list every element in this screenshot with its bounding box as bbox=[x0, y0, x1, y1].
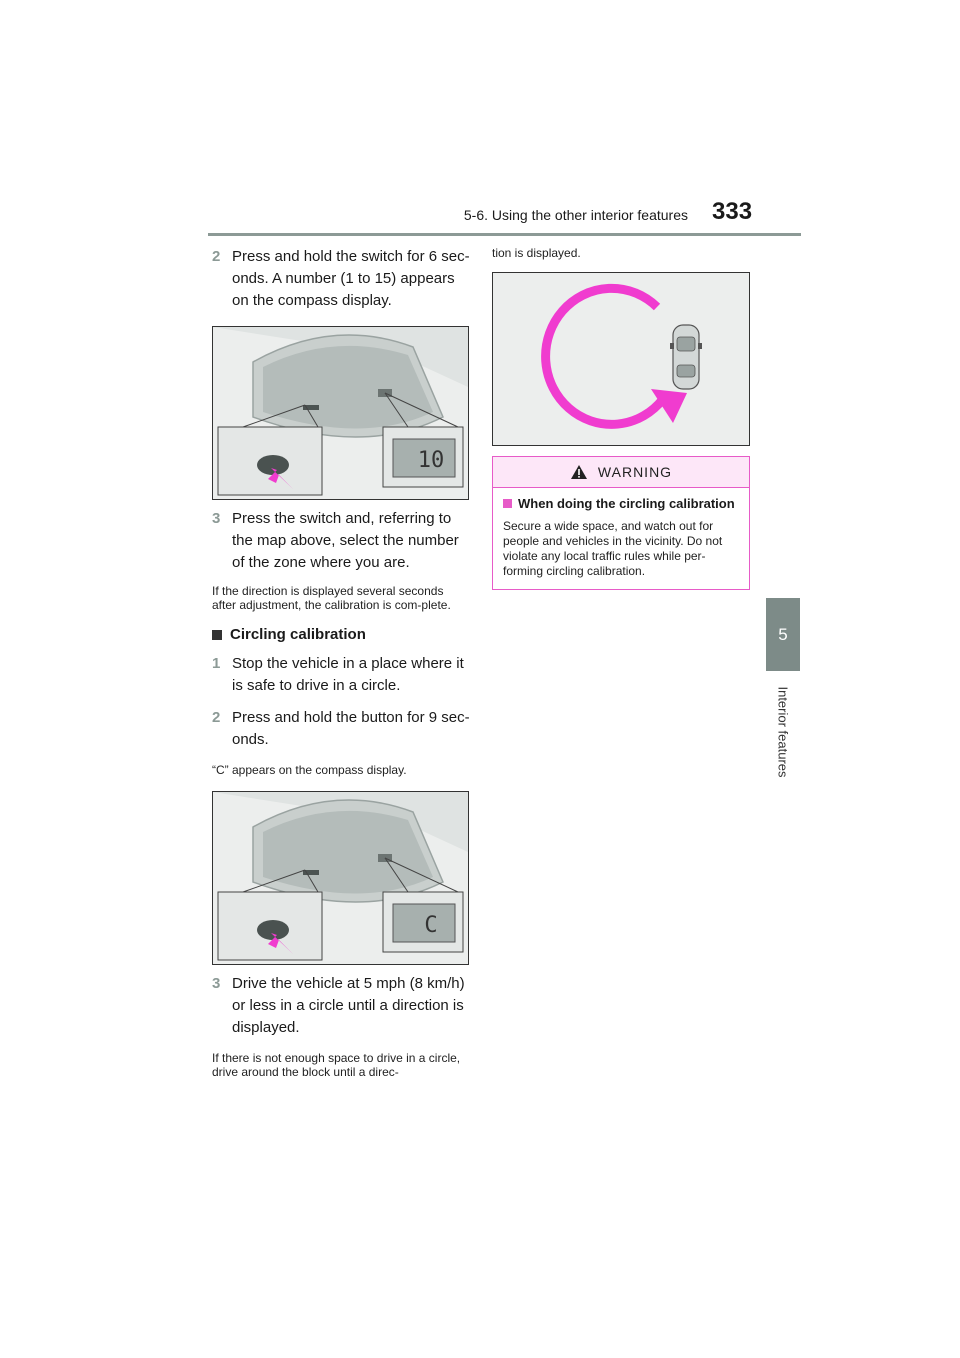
compass-display-letter: C bbox=[424, 913, 438, 938]
calibration-complete-note: If the direction is displayed several seconds after adjustment, the calibration is com-plete. bbox=[212, 584, 451, 612]
warning-body bbox=[493, 488, 749, 589]
step-2-hold-button bbox=[212, 707, 470, 751]
step-number: 2 bbox=[212, 248, 221, 265]
c-appears-note: “C” appears on the compass display. bbox=[212, 763, 407, 777]
mirror-illustration bbox=[213, 792, 468, 964]
heading-text: Circling calibration bbox=[230, 626, 366, 643]
step-2-hold-switch bbox=[212, 246, 470, 312]
step-text: Drive the vehicle at 5 mph (8 km/h) or less in a circle until a direction is displayed. bbox=[232, 975, 465, 1036]
step-text: Stop the vehicle in a place where it is safe to drive in a circle. bbox=[232, 655, 464, 694]
heading-bullet-icon bbox=[212, 630, 222, 640]
direction-displayed-note: tion is displayed. bbox=[492, 246, 581, 260]
not-enough-space-note: If there is not enough space to drive in a circle, drive around the block until a direc- bbox=[212, 1051, 461, 1079]
warning-triangle-icon bbox=[570, 464, 588, 480]
chapter-tab: 5 bbox=[766, 598, 800, 671]
step-text: Press and hold the button for 9 sec-onds. bbox=[232, 709, 470, 748]
warning-label: WARNING bbox=[597, 464, 673, 480]
warning-title bbox=[503, 496, 739, 511]
step-3-select-zone bbox=[212, 508, 470, 574]
step-1-stop-vehicle bbox=[212, 653, 470, 697]
warning-header bbox=[493, 457, 749, 488]
step-number: 2 bbox=[212, 709, 221, 726]
step-number: 3 bbox=[212, 510, 221, 527]
left-column bbox=[212, 236, 470, 1079]
page-number: 333 bbox=[712, 198, 753, 225]
right-column bbox=[492, 236, 754, 590]
warning-text: Secure a wide space, and watch out for people and vehicles in the vicinity. Do not violate any local traffic rules while per-forming circling calibration. bbox=[503, 519, 723, 578]
mirror-figure-number bbox=[212, 326, 469, 500]
mirror-figure-c bbox=[212, 791, 469, 965]
chapter-label: Interior features bbox=[775, 686, 791, 778]
circling-illustration bbox=[493, 273, 749, 445]
car-top-view-icon bbox=[670, 325, 702, 389]
step-number: 3 bbox=[212, 975, 221, 992]
warning-title-text: When doing the circling calibration bbox=[518, 496, 735, 511]
step-text: Press the switch and, referring to the map above, select the number of the zone where you are. bbox=[232, 510, 459, 571]
warning-bullet-icon bbox=[503, 499, 512, 508]
header-section-title: 5-6. Using the other interior features bbox=[463, 207, 688, 223]
step-text: Press and hold the switch for 6 sec-onds. A number (1 to 15) appears on the compass display. bbox=[232, 248, 470, 309]
step-3-drive-circle bbox=[212, 973, 470, 1039]
circling-figure bbox=[492, 272, 750, 446]
mirror-illustration bbox=[213, 327, 468, 499]
warning-box bbox=[492, 456, 750, 590]
step-number: 1 bbox=[212, 655, 221, 672]
compass-display-number: 10 bbox=[417, 448, 445, 473]
circling-calibration-heading bbox=[212, 626, 470, 643]
